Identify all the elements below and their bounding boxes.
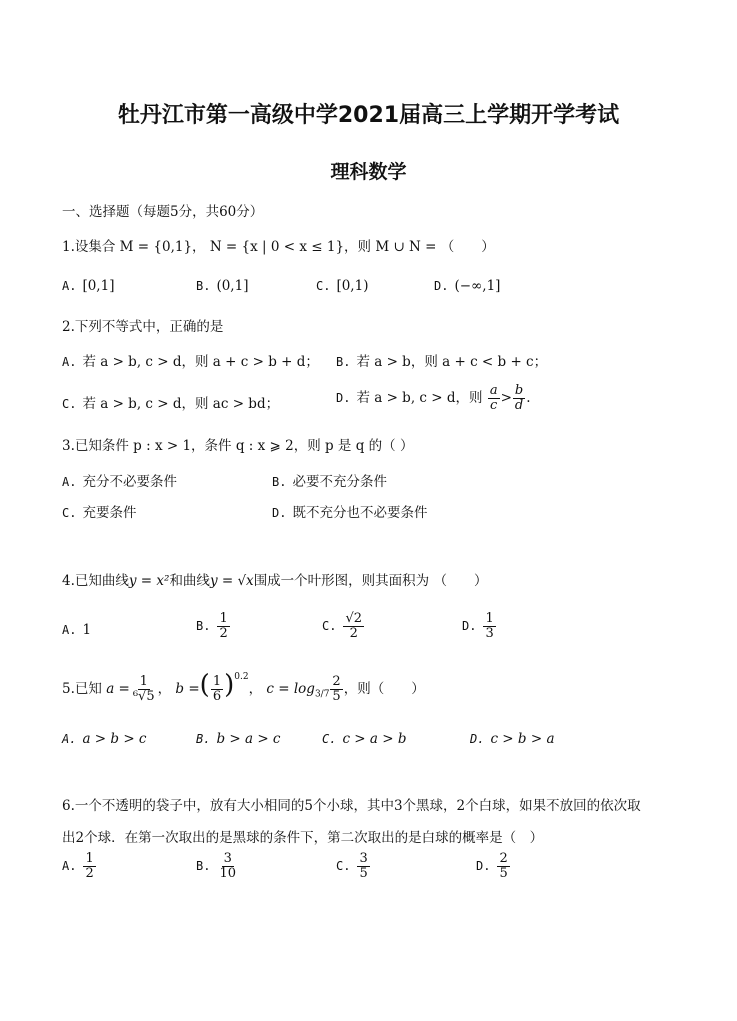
q4-option-a: A. 1 <box>62 622 92 638</box>
q1-option-a: A. [0,1] <box>62 278 115 294</box>
question-2-stem: 2.下列不等式中，正确的是 <box>62 319 224 335</box>
q6-option-a: A. $\frac{1}{2}$ <box>62 851 94 881</box>
q3-option-b: B. 必要不充分条件 <box>272 474 387 490</box>
q5-option-a: A. a > b > c <box>62 731 147 747</box>
q6-option-b: B. $\frac{3}{10}$ <box>196 851 236 881</box>
question-6-stem-line1: 6.一个不透明的袋子中，放有大小相同的5个小球，其中3个黑球，2个白球，如果不放回的依次取 <box>62 798 641 814</box>
q6-option-d: D. $\frac{2}{5}$ <box>476 851 508 881</box>
question-3-stem: 3.已知条件 p : x > 1，条件 q : x ⩾ 2，则 p 是 q 的（ ） <box>62 438 414 454</box>
question-6-stem-line2: 出2个球．在第一次取出的是黑球的条件下，第二次取出的是白球的概率是（ ） <box>62 830 544 846</box>
q4-option-c: C. $\frac{√2}{2}$ <box>322 611 363 641</box>
q3-option-d: D. 既不充分也不必要条件 <box>272 505 428 521</box>
fraction-a-over-c: $\frac{a}{c}$ <box>489 383 498 413</box>
question-4-stem: 4.已知曲线y = x²和曲线y = √x围成一个叶形图，则其面积为 （ ） <box>62 573 488 589</box>
fraction-b-base: $\frac{1}{6}$ <box>212 674 222 704</box>
fraction-b-over-d: $\frac{b}{d}$ <box>514 383 524 413</box>
fraction-a-value: $\frac{1}{\text{⁶√5}}$ <box>132 674 155 704</box>
q5-option-d: D. c > b > a <box>470 731 555 747</box>
q1-option-d: D. (−∞,1] <box>434 278 501 294</box>
q2-option-d: D. 若 a > b, c > d，则 $\frac{a}{c}$ > $\frac{b}{d}$ . <box>336 383 531 413</box>
q2-option-a: A. 若 a > b, c > d，则 a + c > b + d； <box>62 354 319 370</box>
q3-option-a: A. 充分不必要条件 <box>62 474 177 490</box>
exam-title: 牡丹江市第一高级中学2021届高三上学期开学考试 <box>117 103 620 128</box>
q2-option-b: B. 若 a > b，则 a + c < b + c； <box>336 354 548 370</box>
question-5-stem: 5.已知 a = $\frac{1}{\text{⁶√5}}$ ， b =( $\frac{1}{6}$ )$^{0.2}$， $c = \log_{3/7}$ $\frac{2}{5}$ ，则（ ） <box>62 670 425 704</box>
q4-option-b: B. $\frac{1}{2}$ <box>196 611 228 641</box>
q6-option-c: C. $\frac{3}{5}$ <box>336 851 368 881</box>
fraction-c-arg: $\frac{2}{5}$ <box>332 674 341 704</box>
q3-option-c: C. 充要条件 <box>62 505 137 521</box>
q5-option-c: C. c > a > b <box>322 731 407 747</box>
q1-option-c: C. [0,1) <box>316 278 369 294</box>
question-1-stem: 1.设集合 M = {0,1}， N = {x | 0 < x ≤ 1}，则 M ∪ N = （ ） <box>62 239 495 255</box>
q2-option-c: C. 若 a > b, c > d，则 ac > bd； <box>62 396 280 412</box>
q4-option-d: D. $\frac{1}{3}$ <box>462 611 494 641</box>
q5-option-b: B. b > a > c <box>196 731 281 747</box>
exam-subtitle: 理科数学 <box>330 161 407 183</box>
section-heading: 一、选择题（每题5分，共60分） <box>62 204 264 220</box>
q1-option-b: B. (0,1] <box>196 278 249 294</box>
